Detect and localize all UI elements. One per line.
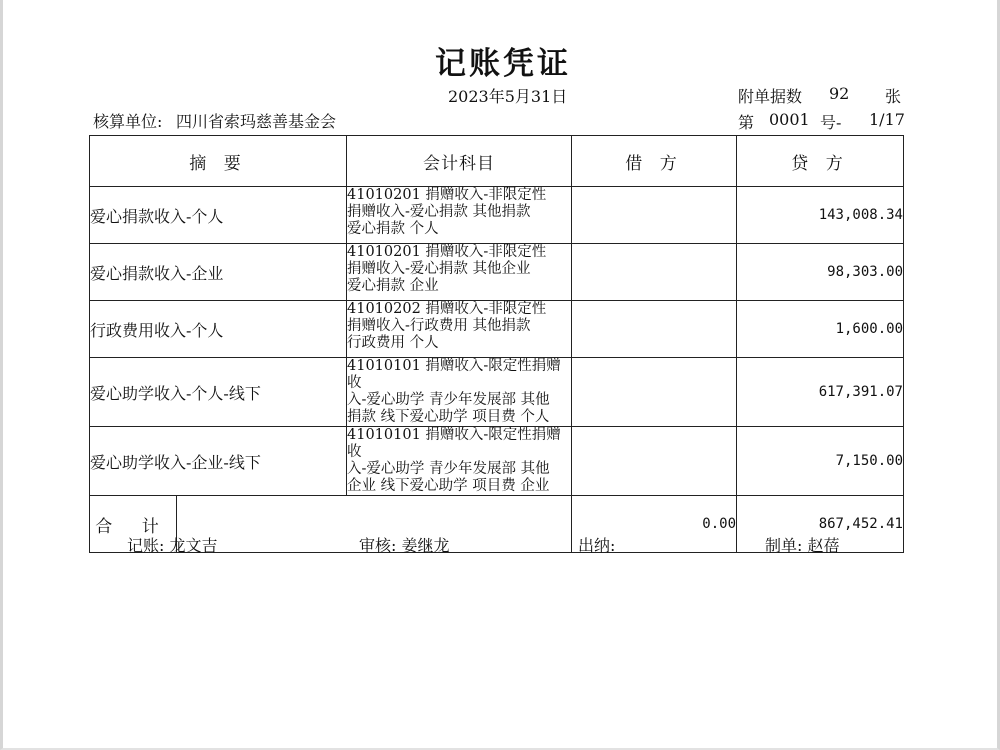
row-summary: 爱心助学收入-个人-线下 — [90, 358, 347, 427]
account-line: 41010101 捐赠收入-限定性捐赠收 — [347, 427, 561, 460]
row-debit — [572, 427, 737, 496]
account-line: 41010101 捐赠收入-限定性捐赠收 — [347, 358, 561, 391]
row-debit — [572, 301, 737, 358]
row-credit: 98,303.00 — [737, 244, 904, 301]
total-label: 合 计 — [90, 496, 177, 553]
attachments-unit: 张 — [885, 87, 902, 106]
signature-preparer: 制单: 赵蓓 — [765, 536, 840, 555]
row-credit: 617,391.07 — [737, 358, 904, 427]
header-debit: 借 方 — [572, 136, 737, 187]
account-line: 行政费用 个人 — [347, 335, 439, 351]
voucher-number-separator: 号- — [820, 113, 842, 132]
row-credit: 1,600.00 — [737, 301, 904, 358]
table-row — [90, 244, 904, 301]
row-summary: 行政费用收入-个人 — [90, 301, 347, 358]
row-summary: 爱心捐款收入-个人 — [90, 187, 347, 244]
table-header-row — [90, 136, 904, 187]
total-credit: 867,452.41 — [737, 496, 904, 553]
attachments-count: 92 — [829, 84, 850, 103]
header-summary: 摘 要 — [90, 136, 347, 187]
account-line: 爱心捐款 企业 — [347, 278, 439, 294]
header-credit: 贷 方 — [737, 136, 904, 187]
table-row — [90, 301, 904, 358]
table-row — [90, 427, 904, 496]
voucher-date: 2023年5月31日 — [448, 87, 568, 106]
accounting-unit-name: 四川省索玛慈善基金会 — [176, 112, 337, 131]
account-line: 41010201 捐赠收入-非限定性 — [347, 187, 547, 203]
voucher-table — [89, 135, 904, 553]
row-summary: 爱心捐款收入-企业 — [90, 244, 347, 301]
table-row — [90, 358, 904, 427]
signature-reviewer: 审核: 姜继龙 — [359, 536, 450, 555]
row-credit: 143,008.34 — [737, 187, 904, 244]
voucher-number: 0001 — [769, 110, 810, 129]
signature-cashier: 出纳: — [578, 536, 616, 555]
account-line: 入-爱心助学 青少年发展部 其他 — [347, 392, 550, 408]
table-row — [90, 187, 904, 244]
voucher-page-count: 1/17 — [869, 110, 905, 129]
voucher-number-prefix: 第 — [738, 113, 755, 132]
row-debit — [572, 358, 737, 427]
total-debit: 0.00 — [572, 496, 737, 553]
row-debit — [572, 187, 737, 244]
account-line: 41010202 捐赠收入-非限定性 — [347, 301, 547, 317]
account-line: 41010201 捐赠收入-非限定性 — [347, 244, 547, 260]
attachments-label: 附单据数 — [738, 87, 803, 106]
accounting-unit-label: 核算单位: — [93, 112, 163, 131]
voucher-title: 记账凭证 — [435, 46, 571, 82]
row-credit: 7,150.00 — [737, 427, 904, 496]
signature-bookkeeper: 记账: 龙文吉 — [127, 536, 218, 555]
account-line: 捐款 线下爱心助学 项目费 个人 — [347, 409, 550, 425]
row-account — [347, 301, 572, 358]
account-line: 捐赠收入-行政费用 其他捐款 — [347, 318, 531, 334]
account-line: 企业 线下爱心助学 项目费 企业 — [347, 478, 550, 494]
row-account — [347, 187, 572, 244]
row-summary: 爱心助学收入-企业-线下 — [90, 427, 347, 496]
account-line: 爱心捐款 个人 — [347, 221, 439, 237]
account-line: 捐赠收入-爱心捐款 其他企业 — [347, 261, 531, 277]
header-account: 会计科目 — [347, 136, 572, 187]
account-line: 捐赠收入-爱心捐款 其他捐款 — [347, 204, 531, 220]
row-account — [347, 358, 572, 427]
row-account — [347, 427, 572, 496]
row-account — [347, 244, 572, 301]
account-line: 入-爱心助学 青少年发展部 其他 — [347, 461, 550, 477]
row-debit — [572, 244, 737, 301]
